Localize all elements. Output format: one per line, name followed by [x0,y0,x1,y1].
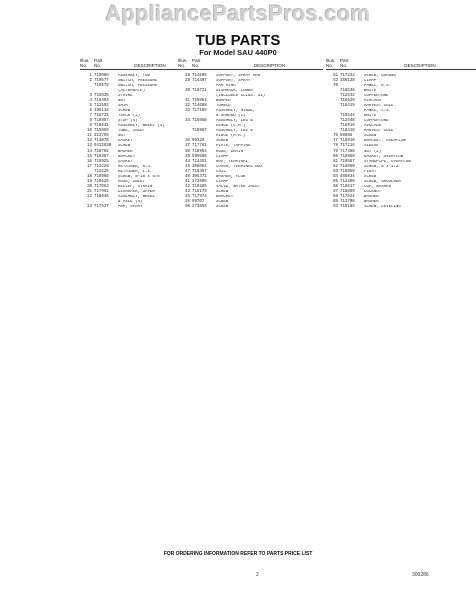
part-description: WASHER, FLOW [216,174,246,179]
part-description: AVOCADO [364,124,382,129]
part-description: ARM, SPRAY [118,205,143,210]
part-description: WASHER [364,194,379,199]
part-illus-number: 23 [87,205,92,210]
part-description: BOX, TERMINAL [216,159,248,164]
part-description: HINGE (L.H.) [216,124,246,129]
site-watermark: AppliancePartsPros.com [105,1,371,26]
part-number: 596690 [192,154,207,159]
part-description: AVOCADO [364,99,382,104]
part-illus-number: 28 [185,73,190,78]
part-illus-number: 40 [185,174,190,179]
part-illus-number: 88 [333,194,338,199]
part-description: SUPPORT, SPRAY [216,78,251,83]
part-illus-number: 84 [333,174,338,179]
part-number: 718957 [94,119,109,124]
part-description: WASHER [118,149,133,154]
part-illus-number: 20 [87,184,92,189]
part-description: GASKET [118,139,133,144]
part-number: 718954 [192,149,207,154]
part-number: 98086 [340,134,353,139]
part-description: ASSEMBLY, LEG & [216,129,253,134]
part-description: CLAMP [364,78,377,83]
header-no: No. [80,63,88,69]
part-description: LOCKNUT [364,189,382,194]
parts-column-2 [178,58,323,210]
part-number: 719387 [94,154,109,159]
part-description: HARVEST GOLD [364,129,394,134]
part-description: COVER, TERMINAL BOX [216,164,263,169]
part-number: 714698 [192,104,207,109]
part-description: BRACKET [216,194,234,199]
part-illus-number: 9 [89,124,92,129]
part-illus-number: 8 [89,119,92,124]
part-number: 713878 [94,139,109,144]
part-description: FLOAT [364,169,377,174]
part-description: WHITE [364,114,377,119]
part-number: 495134 [94,109,109,114]
part-description: VALVE, WATER INLET [216,184,261,189]
part-number: 9412030 [94,144,112,149]
part-number: 99707 [192,199,205,204]
part-number: 712490 [340,179,355,184]
part-number: 712226 [94,164,109,169]
part-illus-number: 15 [87,154,92,159]
part-description: SCREW [216,199,229,204]
part-number: 719925 [94,159,109,164]
part-description: BRACKET [118,154,136,159]
part-description: DISHRACK, LOWER [216,88,253,93]
part-illus-number: 41 [185,179,190,184]
part-number: 717624 [340,194,355,199]
part-illus-number: 2 [89,78,92,83]
part-description: RETAINER, L.S. [118,169,153,174]
part-illus-number: 70 [333,83,338,88]
part-number: 716988 [192,119,207,124]
part-illus-number: 29 [185,78,190,83]
part-description: SCREW [364,174,377,179]
part-illus-number: 77 [333,139,338,144]
part-description: WASHER [364,199,379,204]
part-number: 717761 [192,144,207,149]
part-illus-number: 32 [185,104,190,109]
part-description: SCREW, 8 x 1/2 [364,164,399,169]
part-illus-number: 4 [89,99,92,104]
part-description: RELIEF, STRAIN [118,184,153,189]
part-number: 719486 [192,184,207,189]
part-illus-number: 38 [185,149,190,154]
header-description: DESCRIPTION [404,63,436,69]
part-number: 719968 [340,154,355,159]
part-row [178,205,323,210]
header-illus: Illus. [326,58,336,63]
part-number: 719168 [340,205,355,210]
part-row [326,205,476,210]
part-number: 712225 [94,169,109,174]
part-description: STOP (4) [118,119,138,124]
part-illus-number: 39 [185,154,190,159]
part-description: PANEL, L.S. [364,109,392,114]
header-part: Part [192,58,201,63]
part-illus-number: 89 [333,199,338,204]
part-number: 718179 [192,189,207,194]
parts-column-3 [326,58,476,210]
header-part-no: No. [94,63,102,69]
part-description: CLAMP [216,179,229,184]
part-description: TUMBLE [216,104,231,109]
part-number: 718544 [340,114,355,119]
part-description: COPPERTONE [364,94,389,98]
part-illus-number: 31 [185,99,190,104]
part-illus-number: 87 [333,189,338,194]
part-description: SCREW [216,189,229,194]
part-number: 718046 [94,194,109,199]
part-description: WHITE [364,88,377,93]
part-illus-number: 42 [185,184,190,189]
part-number: 718418 [340,129,355,134]
part-number: 305372 [192,174,207,179]
part-description: SWITCH, PRESSURE [118,83,158,88]
header-no: No. [178,63,186,69]
part-description: & SHROUD (2) [216,114,246,119]
parts-column-1 [80,58,182,210]
part-description: BRACKET, OVERFLOW [364,139,406,144]
part-illus-number: 80 [333,154,338,159]
header-description: DESCRIPTION [253,63,286,69]
part-description: BUMPER [216,99,231,104]
part-description: NUT [118,134,126,139]
part-number: 719487 [192,169,207,174]
part-illus-number: 45 [185,164,190,169]
part-description: RETAINER, R.S. [118,164,153,169]
part-illus-number: 63 [333,78,338,83]
part-number: 718419 [340,104,355,109]
column-header [80,58,182,70]
part-number: 356138 [340,78,355,83]
header-part-no: No. [192,63,200,69]
part-illus-number: 21 [87,189,92,194]
part-illus-number: 16 [87,159,92,164]
part-description: ARM RING [216,83,236,88]
part-illus-number: 5 [89,104,92,109]
part-description: HOSE, INLET [118,179,146,184]
part-description: HINGE (R.H.) [216,134,246,139]
part-description: & AXLE (4) [118,199,143,204]
part-number: 717199 [192,109,207,114]
part-description: ASSEMBLY, TUB [118,73,150,78]
part-number: 718916 [340,124,355,129]
part-description: (INCLUDES ILLUS. 31) [216,94,266,98]
part-number: 717537 [94,205,109,210]
part-illus-number: 12 [87,139,92,144]
part-illus-number: 26 [185,199,190,204]
part-number: 714407 [192,78,207,83]
part-illus-number: 34 [185,119,190,124]
part-number: 273856 [192,205,207,210]
part-description: SCREW [216,139,229,144]
part-number: 717962 [94,189,109,194]
header-no: No. [326,63,334,69]
header-illus: Illus. [80,58,90,63]
part-description: DISHRACK, UPPER [118,189,155,194]
page-number: 2 [256,572,259,578]
part-number: 718529 [340,99,355,104]
part-number: 718641 [94,124,109,129]
part-description: GASKET [118,159,133,164]
part-row [80,205,182,210]
part-number: 718869 [340,189,355,194]
part-description: COIL [216,169,226,174]
part-description: SCREW [216,205,229,210]
part-number: 714451 [192,159,207,164]
part-number: 715959 [94,129,109,134]
part-description: SCREW [118,109,131,114]
part-number: 714695 [192,73,207,78]
part-number: 718538 [340,88,355,93]
part-number: 718617 [340,184,355,189]
header-description: DESCRIPTION [134,63,166,69]
header-part: Part [340,58,349,63]
part-number: 717216 [340,144,355,149]
part-description: STANDPIPE, OVERFLOW [364,159,411,164]
part-illus-number: 13 [87,144,92,149]
part-illus-number: 93 [333,205,338,210]
part-illus-number: 76 [333,134,338,139]
part-illus-number: 6 [89,109,92,114]
part-description: TUBE, INLET [118,129,146,134]
part-number: 466834 [340,174,355,179]
part-description: ASSEMBLY, WHEEL [118,194,155,199]
part-description: PLATE, TAPPING [216,144,251,149]
part-description: SLEEVE [364,144,379,149]
part-illus-number: 61 [333,73,338,78]
part-number: 712548 [340,119,355,124]
part-illus-number: 86 [333,184,338,189]
part-number: 718702 [94,149,109,154]
part-illus-number: 79 [333,149,338,154]
part-number: 719966 [94,174,109,179]
part-description: SCREW [364,134,377,139]
part-illus-number: 78 [333,144,338,149]
header-part-no: No. [340,63,348,69]
part-description: ASSEMBLY, HINGE, [216,109,256,114]
part-description: SCREW, 8-18 x 5/8 [118,174,160,179]
part-description: CUP, WASHER [364,184,392,189]
part-illus-number: 36 [185,139,190,144]
part-number: 272805 [192,179,207,184]
part-number: 713708 [340,199,355,204]
part-number: 717232 [340,73,355,78]
part-number: 718725 [94,114,109,119]
part-number: 719577 [94,78,109,83]
model-subtitle: For Model SAU 440P0 [199,48,277,57]
part-description: NUT (2) [364,149,382,154]
part-illus-number: 25 [185,194,190,199]
part-description: TRACK (2) [118,114,141,119]
part-description: SCREW, LEVELING [364,205,401,210]
part-illus-number: 14 [87,149,92,154]
part-illus-number: 3 [89,94,92,98]
part-illus-number: 10 [87,129,92,134]
header-illus: Illus. [178,58,188,63]
part-illus-number: 18 [87,174,92,179]
part-description: SCREW [118,144,131,149]
part-description: SUPPORT, SPRAY ARM [216,73,261,78]
part-illus-number: 33 [185,109,190,114]
parts-list [80,74,182,210]
part-number: 719493 [94,99,109,104]
part-number: 719964 [192,99,207,104]
part-illus-number: 85 [333,179,338,184]
part-number: 717974 [192,194,207,199]
column-header [178,58,323,70]
part-number: 718050 [340,169,355,174]
part-illus-number: 47 [185,169,190,174]
part-illus-number: 22 [87,194,92,199]
part-description: SCREW, SHOULDER [364,179,401,184]
part-description: SWITCH, PRESSURE [118,78,158,83]
part-number: 719578 [94,83,109,88]
part-description: (ALTERNATE) [118,88,146,93]
part-number: 712542 [340,94,355,98]
part-illus-number: 37 [185,144,190,149]
part-number: 717063 [94,184,109,189]
part-description: CLAMP [216,154,229,159]
part-description: PANEL, R.S. [364,83,392,88]
part-number: 719910 [340,139,355,144]
part-description: HARVEST GOLD [364,104,394,109]
part-description: ASSEMBLY, LEG & [216,119,253,124]
part-number: 716987 [192,129,207,134]
part-description: SCREW, GROUND [364,73,396,78]
part-description: NUT [118,99,126,104]
part-illus-number: 11 [87,134,92,139]
part-number: 719060 [94,73,109,78]
ordering-footer: FOR ORDERING INFORMATION REFER TO PARTS PRICE LIST [163,551,313,557]
part-description: STRIKE [118,94,133,98]
part-illus-number: 30 [185,88,190,93]
part-illus-number: 98 [185,205,190,210]
part-illus-number: 7 [89,114,92,119]
part-number: 718721 [192,88,207,93]
part-number: 99329 [192,139,205,144]
part-description: ASSEMBLY, WHEEL (4) [118,124,165,129]
part-description: HOSE, DRAIN [216,149,244,154]
parts-list [178,74,323,210]
document-number: 300286 [412,572,429,578]
part-description: COPPERTONE [364,119,389,124]
part-illus-number: 44 [185,159,190,164]
part-number: 718050 [340,164,355,169]
part-number: 715535 [94,94,109,98]
page-title: TUB PARTS [195,32,281,49]
part-number: 718626 [94,179,109,184]
part-illus-number: 19 [87,179,92,184]
part-number: 717488 [340,149,355,154]
part-illus-number: 83 [333,169,338,174]
parts-list [326,74,476,210]
part-number: 213799 [94,134,109,139]
part-illus-number: 81 [333,159,338,164]
part-illus-number: 43 [185,189,190,194]
part-description: GASKET, OVERFLOW [364,154,404,159]
part-number: 719567 [340,159,355,164]
column-header [326,58,476,70]
part-number: 306064 [192,164,207,169]
part-description: SHIM [118,104,128,109]
part-illus-number: 1 [89,73,92,78]
header-part: Part [94,58,103,63]
part-illus-number: 82 [333,164,338,169]
part-number: 712593 [94,104,109,109]
part-illus-number: 17 [87,164,92,169]
